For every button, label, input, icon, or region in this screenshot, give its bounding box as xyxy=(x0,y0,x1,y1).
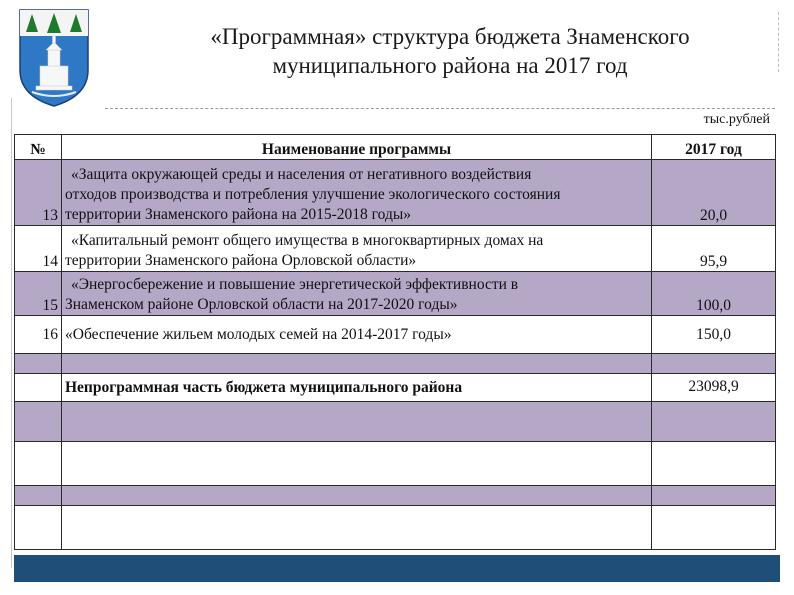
row-number: 15 xyxy=(15,272,62,316)
program-value: 95,9 xyxy=(652,226,776,272)
right-border-line xyxy=(778,12,780,72)
coat-of-arms-emblem xyxy=(18,8,90,108)
program-name: «Обеспечение жильем молодых семей на 2014-2017 годы» xyxy=(62,316,652,354)
program-value: 150,0 xyxy=(652,316,776,354)
program-name xyxy=(62,226,652,272)
program-name-line: территории Знаменского района на 2015-2018 годы» xyxy=(65,206,412,223)
program-name xyxy=(62,272,652,316)
units-label: тыс.рублей xyxy=(703,112,770,127)
program-name-line: отходов производства и потребления улучшение экологического состояния xyxy=(65,186,561,203)
empty-row xyxy=(15,402,776,442)
program-name-line: территории Знаменского района Орловской области» xyxy=(65,252,417,269)
row-number xyxy=(15,374,62,402)
table-row xyxy=(15,316,776,354)
row-number: 14 xyxy=(15,226,62,272)
program-name-line: «Энергосбережение и повышение энергетической эффективности в xyxy=(71,276,519,293)
footer-bar xyxy=(14,555,780,582)
left-border-line xyxy=(11,98,12,568)
program-value: 20,0 xyxy=(652,160,776,226)
program-value: 100,0 xyxy=(652,272,776,316)
nonprogram-value: 23098,9 xyxy=(652,374,776,402)
column-header-year: 2017 год xyxy=(652,135,776,160)
empty-row xyxy=(15,506,776,550)
table-row xyxy=(15,160,776,226)
budget-table xyxy=(14,134,776,550)
program-name-line: «Капитальный ремонт общего имущества в многоквартирных домах на xyxy=(71,232,544,249)
nonprogram-row xyxy=(15,374,776,402)
program-name-line: Знаменском районе Орловской области на 2017-2020 годы» xyxy=(65,296,458,313)
program-name xyxy=(62,160,652,226)
title-line-1: «Программная» структура бюджета Знаменского xyxy=(210,24,690,49)
table-row xyxy=(15,226,776,272)
column-header-number: № xyxy=(15,135,62,160)
row-number: 13 xyxy=(15,160,62,226)
header-divider xyxy=(105,108,775,109)
nonprogram-name: Непрограммная часть бюджета муниципального района xyxy=(62,374,652,402)
row-number: 16 xyxy=(15,316,62,354)
table-header-row xyxy=(15,135,776,160)
empty-row xyxy=(15,442,776,486)
program-name-line: «Защита окружающей среды и населения от негативного воздействия xyxy=(71,166,532,183)
column-header-program: Наименование программы xyxy=(62,135,652,160)
empty-row xyxy=(15,354,776,374)
table-row xyxy=(15,272,776,316)
empty-row xyxy=(15,486,776,506)
page-title xyxy=(110,22,790,80)
title-line-2: муниципального района на 2017 год xyxy=(272,53,628,78)
